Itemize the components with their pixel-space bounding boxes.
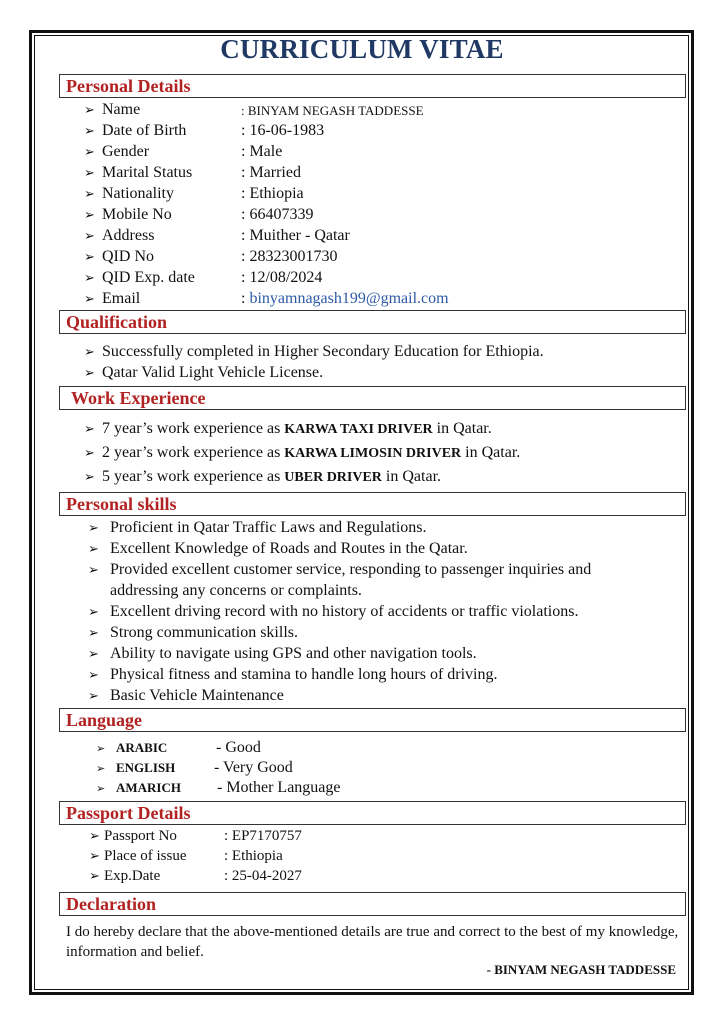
field-label: QID No [102, 248, 154, 265]
bullet-arrow-icon: ➢ [84, 228, 95, 243]
field-label: Date of Birth [102, 122, 187, 139]
bullet-arrow-icon: ➢ [84, 365, 95, 380]
field-value: : 16-06-1983 [241, 122, 325, 139]
bullet-arrow-icon: ➢ [84, 270, 95, 285]
section-heading: Personal skills [66, 494, 177, 514]
bullet-arrow-icon: ➢ [96, 743, 106, 755]
language-level: - Good [216, 739, 261, 756]
list-item [84, 226, 350, 246]
list-item [96, 778, 341, 799]
bullet-arrow-icon: ➢ [88, 520, 99, 535]
field-value: : Ethiopia [224, 848, 283, 864]
signature-name: - BINYAM NEGASH TADDESSE [486, 962, 676, 977]
section-heading: Work Experience [71, 388, 206, 408]
section-heading: Passport Details [66, 803, 191, 823]
item-text: Basic Vehicle Maintenance [110, 687, 284, 704]
item-text: addressing any concerns or complaints. [110, 582, 362, 599]
bullet-arrow-icon: ➢ [84, 102, 95, 117]
item-text: in Qatar. [432, 420, 492, 437]
language-name: ENGLISH [116, 760, 176, 775]
bullet-arrow-icon: ➢ [84, 165, 95, 180]
language-name: ARABIC [116, 740, 168, 755]
section-personal-skills [59, 492, 686, 516]
bullet-arrow-icon: ➢ [88, 688, 99, 703]
bullet-arrow-icon: ➢ [89, 828, 100, 843]
list-item [88, 539, 468, 559]
list-item [88, 518, 427, 538]
email-value [241, 289, 449, 309]
field-value: : Married [241, 164, 301, 181]
section-work-experience [59, 386, 686, 410]
list-item [84, 121, 325, 141]
item-text: in Qatar. [381, 468, 442, 485]
job-title: UBER DRIVER [284, 470, 382, 485]
section-declaration [59, 892, 686, 916]
list-item [84, 363, 323, 383]
bullet-arrow-icon: ➢ [84, 445, 95, 460]
item-text: 2 year’s work experience as [102, 444, 285, 461]
item-text: 5 year’s work experience as [102, 468, 285, 485]
job-title: KARWA LIMOSIN DRIVER [284, 446, 462, 461]
list-item [88, 686, 284, 706]
field-label: QID Exp. date [102, 269, 195, 286]
field-value: : 28323001730 [241, 248, 338, 265]
bullet-arrow-icon: ➢ [88, 625, 99, 640]
list-item [84, 163, 301, 183]
section-heading: Language [66, 710, 143, 730]
list-item [88, 665, 498, 685]
item-text: Provided excellent customer service, responding to passenger inquiries and [110, 561, 592, 578]
bullet-arrow-icon: ➢ [84, 186, 95, 201]
list-item [84, 467, 441, 488]
field-value: : Ethiopia [241, 185, 304, 202]
field-value: : 25-04-2027 [224, 868, 302, 884]
item-text: Strong communication skills. [110, 624, 298, 641]
field-value: : EP7170757 [224, 828, 302, 844]
field-value: : Male [241, 143, 283, 160]
bullet-arrow-icon: ➢ [96, 783, 106, 795]
bullet-arrow-icon: ➢ [89, 868, 100, 883]
list-item [89, 826, 302, 846]
list-item [84, 247, 338, 267]
field-label: Gender [102, 143, 150, 160]
field-label: Email [102, 290, 141, 307]
field-value: : Muither - Qatar [241, 227, 350, 244]
list-item [88, 644, 477, 664]
email-link[interactable]: binyamnagash199@gmail.com [249, 290, 449, 307]
field-label: Marital Status [102, 164, 193, 181]
list-item [84, 100, 424, 120]
field-label: Exp.Date [104, 868, 161, 884]
field-label: Passport No [104, 828, 177, 844]
list-item [89, 846, 283, 866]
item-text: Excellent driving record with no history of accidents or traffic violations. [110, 603, 579, 620]
bullet-arrow-icon: ➢ [96, 763, 106, 775]
bullet-arrow-icon: ➢ [84, 291, 95, 306]
list-item [84, 342, 544, 362]
list-item [88, 602, 578, 622]
item-text: Qatar Valid Light Vehicle License. [102, 364, 324, 381]
field-value: : BINYAM NEGASH TADDESSE [241, 103, 424, 118]
field-label: Name [102, 101, 141, 118]
bullet-arrow-icon: ➢ [84, 207, 95, 222]
field-label: Address [102, 227, 155, 244]
item-text: Excellent Knowledge of Roads and Routes in the Qatar. [110, 540, 468, 557]
list-item [88, 560, 591, 580]
section-qualification [59, 310, 686, 334]
item-text: Physical fitness and stamina to handle long hours of driving. [110, 666, 498, 683]
list-item [88, 623, 298, 643]
field-value: : 66407339 [241, 206, 314, 223]
value-prefix: : [241, 290, 250, 307]
bullet-arrow-icon: ➢ [84, 344, 95, 359]
bullet-arrow-icon: ➢ [89, 848, 100, 863]
list-item [84, 184, 304, 204]
item-text: Ability to navigate using GPS and other navigation tools. [110, 645, 477, 662]
bullet-arrow-icon: ➢ [88, 541, 99, 556]
item-text: Proficient in Qatar Traffic Laws and Regulations. [110, 519, 427, 536]
bullet-arrow-icon: ➢ [84, 469, 95, 484]
field-label: Nationality [102, 185, 174, 202]
item-text: Successfully completed in Higher Secondary Education for Ethiopia. [102, 343, 544, 360]
document-title: CURRICULUM VITAE [220, 34, 504, 64]
field-label: Place of issue [104, 848, 187, 864]
section-passport-details [59, 801, 686, 825]
job-title: KARWA TAXI DRIVER [284, 422, 433, 437]
list-item [84, 443, 520, 464]
language-level: - Very Good [214, 759, 293, 776]
language-level: - Mother Language [217, 779, 341, 796]
section-heading: Personal Details [66, 76, 191, 96]
list-item [96, 738, 261, 759]
declaration-text: I do hereby declare that the above-mentioned details are true and correct to the best of my knowledge, information and belief. [66, 924, 679, 960]
section-language [59, 708, 686, 732]
section-personal-details [59, 74, 686, 98]
list-item [84, 419, 492, 440]
list-item [84, 142, 283, 162]
list-item [84, 289, 449, 309]
bullet-arrow-icon: ➢ [88, 562, 99, 577]
field-value: : 12/08/2024 [241, 269, 323, 286]
section-heading: Qualification [66, 312, 168, 332]
list-item-continuation [110, 581, 362, 601]
list-item [84, 205, 314, 225]
field-label: Mobile No [102, 206, 172, 223]
section-heading: Declaration [66, 894, 156, 914]
bullet-arrow-icon: ➢ [84, 421, 95, 436]
bullet-arrow-icon: ➢ [84, 123, 95, 138]
item-text: 7 year’s work experience as [102, 420, 285, 437]
bullet-arrow-icon: ➢ [88, 667, 99, 682]
list-item [89, 866, 302, 886]
list-item [84, 268, 323, 288]
bullet-arrow-icon: ➢ [88, 646, 99, 661]
item-text: in Qatar. [461, 444, 521, 461]
bullet-arrow-icon: ➢ [88, 604, 99, 619]
bullet-arrow-icon: ➢ [84, 249, 95, 264]
bullet-arrow-icon: ➢ [84, 144, 95, 159]
list-item [96, 758, 293, 779]
language-name: AMARICH [116, 780, 181, 795]
